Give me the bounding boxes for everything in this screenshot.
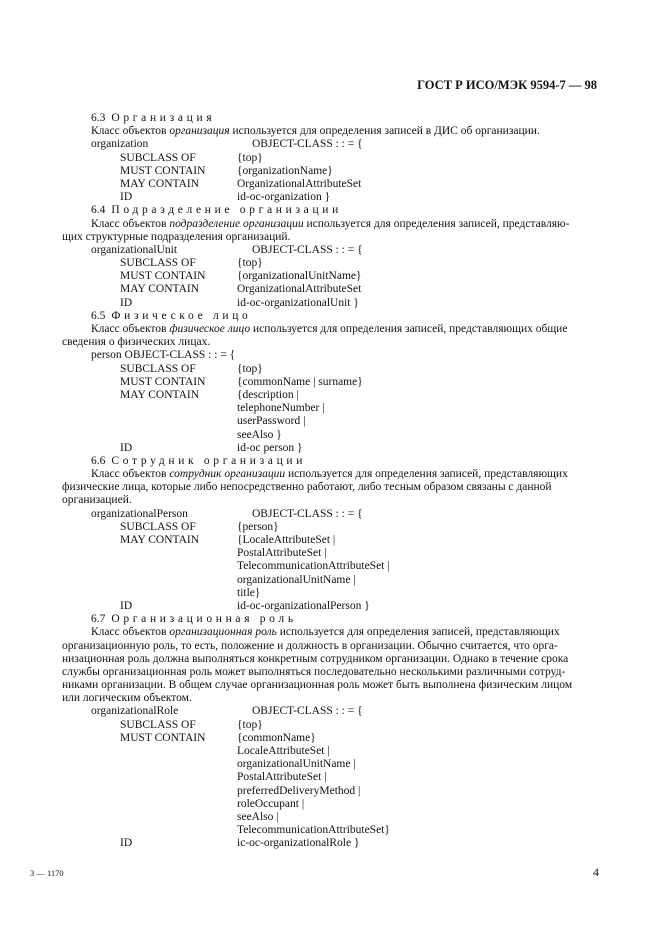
paragraph: физические лица, которые либо непосредственно работают, либо тесным образом связаны с данной	[62, 481, 552, 494]
class-row-cont: seeAlso |	[237, 810, 279, 823]
class-row-cont: preferredDeliveryMethod |	[237, 784, 361, 797]
class-row-cont: organizationalUnitName |	[237, 573, 356, 586]
paragraph: Класс объектов физическое лицо используется для определения записей, представляющих общие	[91, 323, 568, 335]
class-row-cont: seeAlso }	[237, 428, 282, 441]
class-row: ID id-oc-organizationalPerson }	[120, 599, 370, 612]
class-row: SUBCLASS OF {top}	[120, 257, 263, 270]
class-row: ID id-oc-organization }	[120, 191, 331, 204]
class-row-cont: organizationalUnitName |	[237, 758, 356, 771]
class-row-cont: title}	[237, 586, 261, 599]
class-decl: organization OBJECT-CLASS : : = {	[91, 138, 363, 151]
class-row: ID ic-oc-organizationalRole }	[120, 837, 360, 850]
paragraph: организацией.	[62, 494, 132, 507]
class-decl: person OBJECT-CLASS : : = {	[91, 349, 236, 362]
class-row: SUBCLASS OF {top}	[120, 718, 263, 731]
class-row-cont: userPassword |	[237, 415, 306, 428]
page-header: ГОСТ Р ИСО/МЭК 9594-7 — 98	[417, 78, 597, 92]
class-row: MAY CONTAIN {description |	[120, 388, 299, 401]
class-row: SUBCLASS OF {top}	[120, 151, 263, 164]
paragraph: никами организации. В общем случае организационная роль может быть выполнена физическим лицом	[62, 679, 573, 692]
print-code: 3 — 1170	[30, 868, 64, 878]
paragraph: Класс объектов организационная роль используется для определения записей, представляющих	[91, 626, 560, 639]
class-row: SUBCLASS OF {person}	[120, 520, 279, 533]
class-row: ID id-oc-organizationalUnit }	[120, 296, 359, 309]
class-row: MAY CONTAIN OrganizationalAttributeSet	[120, 177, 362, 190]
paragraph: Класс объектов подразделение организации используется для определения записей, представляю-	[91, 217, 570, 230]
document-body	[62, 112, 601, 851]
class-row: SUBCLASS OF {top}	[120, 362, 263, 375]
class-row-cont: roleOccupant |	[237, 797, 305, 810]
class-row: MUST CONTAIN {organizationName}	[120, 164, 333, 177]
paragraph: организационную роль, то есть, положение и должность в организации. Обычно считается, что орга-	[62, 639, 558, 652]
class-row-cont: PostalAttributeSet |	[237, 771, 327, 784]
paragraph: или логическим объектом.	[62, 692, 192, 705]
section-heading-6-3: 6.3 Организация	[91, 112, 216, 124]
class-row: MAY CONTAIN {LocaleAttributeSet |	[120, 534, 336, 546]
class-row-cont: telephoneNumber |	[237, 402, 325, 415]
section-heading-6-5: 6.5 Физическое лицо	[91, 309, 252, 322]
class-row-cont: LocaleAttributeSet |	[237, 745, 330, 757]
page-number: 4	[593, 865, 599, 879]
class-decl: organizationalUnit OBJECT-CLASS : : = {	[91, 243, 363, 256]
class-row: ID id-oc person }	[120, 441, 303, 454]
paragraph: Класс объектов организация используется для определения записей в ДИС об организации.	[91, 125, 540, 138]
paragraph: Класс объектов сотрудник организации используется для определения записей, представляющих	[91, 468, 568, 481]
section-heading-6-4: 6.4 Подразделение организации	[91, 204, 342, 217]
class-row-cont: PostalAttributeSet |	[237, 547, 327, 560]
class-row: MUST CONTAIN {commonName | surname}	[120, 375, 363, 388]
section-heading-6-7: 6.7 Организационная роль	[91, 613, 297, 626]
class-row-cont: TelecommunicationAttributeSet}	[237, 824, 390, 837]
class-row: MUST CONTAIN {organizationalUnitName}	[120, 270, 362, 283]
class-row: MAY CONTAIN OrganizationalAttributeSet	[120, 283, 362, 296]
section-heading-6-6: 6.6 Сотрудник организации	[91, 454, 307, 467]
class-row: MUST CONTAIN {commonName}	[120, 731, 316, 744]
paragraph: службы организационная роль может выполняться последовательно несколькими различными сотруд-	[62, 665, 566, 678]
class-row-cont: TelecommunicationAttributeSet |	[237, 560, 390, 573]
class-decl: organizationalRole OBJECT-CLASS : : = {	[91, 705, 363, 718]
class-decl: organizationalPerson OBJECT-CLASS : : = {	[91, 507, 363, 520]
paragraph: щих структурные подразделения организаций.	[62, 230, 291, 243]
paragraph: низационная роль должна выполняться конкретным сотрудником организации. Однако в течение срока	[62, 652, 569, 665]
paragraph: сведения о физических лицах.	[62, 336, 211, 349]
